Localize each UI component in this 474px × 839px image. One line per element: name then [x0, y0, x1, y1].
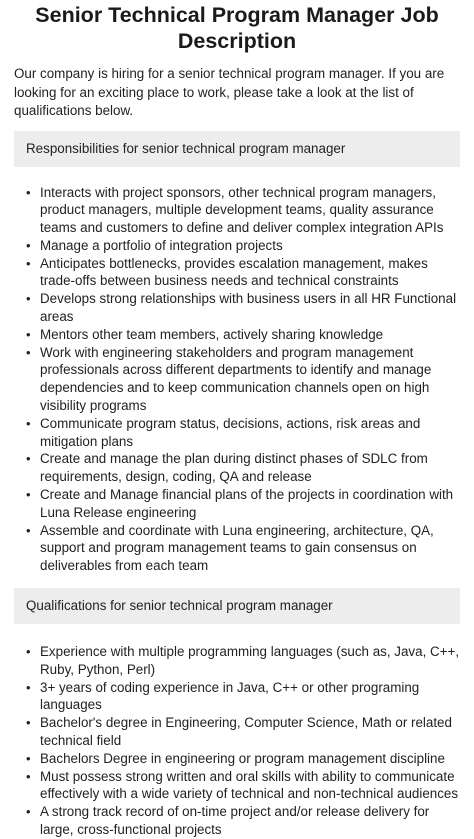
- bullet-icon: •: [26, 487, 31, 503]
- list-item: [14, 714, 460, 750]
- bullet-icon: •: [26, 522, 31, 538]
- list-item: [14, 803, 460, 839]
- list-item-text: Create and manage the plan during distinct phases of SDLC from requirements, design, coding, QA and release: [40, 451, 428, 485]
- list-item-text: Bachelor's degree in Engineering, Computer Science, Math or related technical field: [40, 715, 452, 749]
- list-item-text: Manage a portfolio of integration projects: [40, 237, 283, 253]
- bullet-icon: •: [26, 804, 31, 820]
- list-item: [14, 255, 460, 291]
- bullet-icon: •: [26, 750, 31, 766]
- responsibilities-list: [14, 184, 460, 576]
- list-item: [14, 290, 460, 326]
- list-item: [14, 522, 460, 575]
- bullet-icon: •: [26, 451, 31, 467]
- list-item-text: Bachelors Degree in engineering or program management discipline: [40, 750, 445, 766]
- list-item-text: Anticipates bottlenecks, provides escalation management, makes trade-offs between business needs and technical constraints: [40, 255, 428, 289]
- list-item-text: Create and Manage financial plans of the projects in coordination with Luna Release engineering: [40, 487, 454, 520]
- list-item: [14, 326, 460, 344]
- bullet-icon: •: [26, 255, 31, 271]
- bullet-icon: •: [26, 768, 31, 784]
- list-item: [14, 415, 460, 451]
- list-item: [14, 643, 460, 679]
- list-item-text: Work with engineering stakeholders and program management professionals across different departments to identify and manage dependencies and to keep communication channels open on high visibility programs: [40, 344, 432, 414]
- list-item: [14, 679, 460, 715]
- bullet-icon: •: [26, 715, 31, 731]
- list-item-text: Develops strong relationships with business users in all HR Functional areas: [40, 291, 457, 325]
- list-item: [14, 450, 460, 486]
- list-item-text: Communicate program status, decisions, actions, risk areas and mitigation plans: [40, 415, 421, 449]
- list-item: [14, 184, 460, 237]
- list-item: [14, 344, 460, 415]
- list-item-text: Mentors other team members, actively sharing knowledge: [40, 326, 384, 342]
- bullet-icon: •: [26, 184, 31, 200]
- qualifications-list: [14, 643, 460, 839]
- page-title: Senior Technical Program Manager Job Description: [35, 3, 439, 53]
- list-item-text: Assemble and coordinate with Luna engineering, architecture, QA, support and program management teams to gain consensus on deliverables from each team: [40, 522, 434, 574]
- bullet-icon: •: [26, 291, 31, 307]
- list-item: [14, 237, 460, 255]
- list-item-text: Interacts with project sponsors, other technical program managers, product managers, multiple development teams, quality assurance teams and customers to define and deliver complex integration APIs: [40, 184, 444, 236]
- list-item-text: A strong track record of on-time project and/or release delivery for large, cross-functional projects: [40, 804, 430, 837]
- list-item: [14, 750, 460, 768]
- responsibilities-header: Responsibilities for senior technical program manager: [14, 131, 460, 167]
- list-item-text: Experience with multiple programming languages (such as, Java, C++, Ruby, Python, Perl): [40, 644, 460, 677]
- list-item-text: 3+ years of coding experience in Java, C++ or other programing languages: [40, 679, 420, 713]
- bullet-icon: •: [26, 344, 31, 360]
- bullet-icon: •: [26, 679, 31, 695]
- bullet-icon: •: [26, 237, 31, 253]
- list-item-text: Must possess strong written and oral skills with ability to communicate effectively with a wide variety of technical and non-technical audiences: [40, 768, 459, 802]
- list-item: [14, 486, 460, 522]
- list-item: [14, 768, 460, 804]
- bullet-icon: •: [26, 415, 31, 431]
- bullet-icon: •: [26, 326, 31, 342]
- intro-paragraph: Our company is hiring for a senior technical program manager. If you are looking for an exciting place to work, please take a look at the list of qualifications below.: [14, 66, 445, 118]
- qualifications-header: Qualifications for senior technical program manager: [14, 588, 460, 624]
- bullet-icon: •: [26, 644, 31, 660]
